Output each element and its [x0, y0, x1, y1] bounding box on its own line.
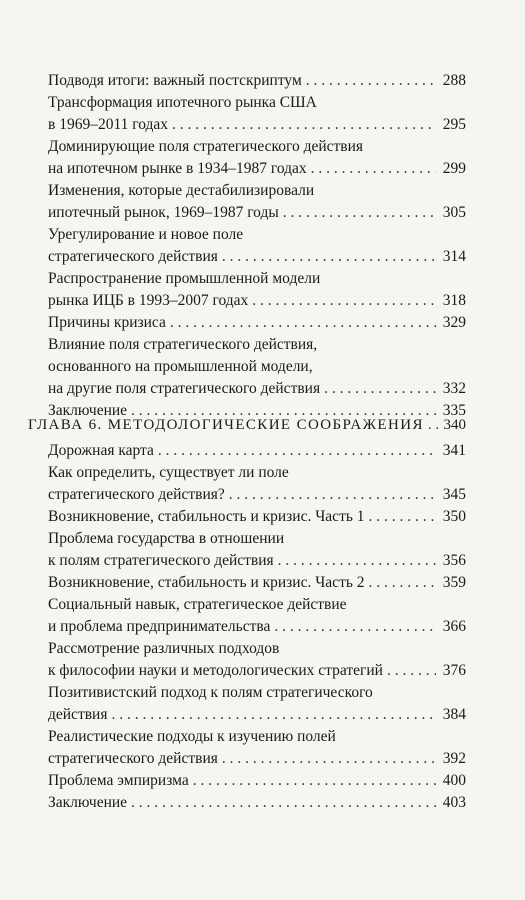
toc-entry-last-line	[48, 114, 466, 136]
leader-dots	[274, 616, 436, 638]
leader-dots	[170, 312, 436, 334]
toc-entry-text: Возникновение, стабильность и кризис. Часть 2	[48, 574, 365, 591]
toc-entry-last-line	[48, 660, 466, 682]
toc-entry	[48, 682, 466, 726]
leader-dots	[111, 704, 436, 726]
toc-entry-last-line	[48, 550, 466, 572]
toc-entry-text: Заключение	[48, 402, 128, 419]
leader-dots	[222, 748, 436, 770]
toc-entry	[48, 440, 466, 462]
toc-entry-line: основанного на промышленной модели,	[48, 358, 313, 375]
toc-page-number: 366	[442, 618, 466, 635]
leader-dots	[193, 770, 436, 792]
toc-page-number: 299	[442, 160, 466, 177]
toc-entry	[48, 334, 466, 400]
toc-entry	[48, 792, 466, 814]
toc-entry-last-line	[48, 70, 466, 92]
leader-dots	[324, 378, 436, 400]
toc-entry-last-line	[48, 770, 466, 792]
leader-dots	[283, 202, 436, 224]
toc-entry-line: Реалистические подходы к изучению полей	[48, 728, 336, 745]
toc-page-number: 305	[442, 204, 466, 221]
toc-entry-line: Доминирующие поля стратегического действия	[48, 138, 364, 155]
toc-entry-text: к полям стратегического действия	[48, 552, 274, 569]
toc-entry-last-line	[48, 440, 466, 462]
toc-entry-last-line	[48, 572, 466, 594]
toc-entry	[48, 312, 466, 334]
toc-entry-last-line	[48, 792, 466, 814]
toc-entry-text: Проблема эмпиризма	[48, 772, 189, 789]
toc-entry-text: Возникновение, стабильность и кризис. Часть 1	[48, 508, 365, 525]
toc-entry	[48, 506, 466, 528]
leader-dots	[252, 290, 436, 312]
toc-entry	[48, 638, 466, 682]
toc-entry	[48, 528, 466, 572]
toc-entry-line: Трансформация ипотечного рынка США	[48, 94, 317, 111]
chapter-title: ГЛАВА 6. МЕТОДОЛОГИЧЕСКИЕ СООБРАЖЕНИЯ	[28, 417, 424, 433]
leader-dots	[278, 550, 436, 572]
toc-entry-last-line	[48, 484, 466, 506]
leader-dots	[369, 506, 436, 528]
toc-entry-text: на другие поля стратегического действия	[48, 380, 321, 397]
toc-page-number: 392	[442, 750, 466, 767]
leader-dots	[229, 484, 436, 506]
chapter-heading	[28, 414, 466, 436]
toc-entry	[48, 70, 466, 92]
toc-entry-text: к философии науки и методологических стратегий	[48, 662, 383, 679]
toc-page-number: 332	[442, 380, 466, 397]
toc-page-number: 341	[442, 442, 466, 459]
toc-entry-text: и проблема предпринимательства	[48, 618, 271, 635]
toc-entry-last-line	[48, 202, 466, 224]
toc-entry-last-line	[48, 158, 466, 180]
toc-entry-line: Проблема государства в отношении	[48, 530, 285, 547]
toc-page-number: 359	[442, 574, 466, 591]
chapter-page-number: 340	[443, 417, 466, 433]
leader-dots	[311, 158, 436, 180]
toc-page-number: 356	[442, 552, 466, 569]
toc-entry-text: рынка ИЦБ в 1993–2007 годах	[48, 292, 249, 309]
toc-entry	[48, 770, 466, 792]
toc-entry	[48, 224, 466, 268]
leader-dots	[158, 440, 436, 462]
leader-dots	[387, 660, 436, 682]
toc-page-number: 329	[442, 314, 466, 331]
toc-page-number: 318	[442, 292, 466, 309]
toc-page-number: 400	[442, 772, 466, 789]
toc-entry-line: Распространение промышленной модели	[48, 270, 321, 287]
toc-entry	[48, 462, 466, 506]
toc-entry-text: ипотечный рынок, 1969–1987 годы	[48, 204, 279, 221]
toc-entry	[48, 180, 466, 224]
toc-entry-text: стратегического действия	[48, 750, 218, 767]
toc-section-1	[48, 70, 466, 422]
toc-entry-text: Дорожная карта	[48, 442, 154, 459]
toc-entry-last-line	[48, 312, 466, 334]
toc-entry-last-line	[48, 704, 466, 726]
toc-entry-line: Изменения, которые дестабилизировали	[48, 182, 315, 199]
toc-entry-line: Рассмотрение различных подходов	[48, 640, 280, 657]
toc-page-number: 288	[442, 72, 466, 89]
toc-page-number: 384	[442, 706, 466, 723]
toc-entry-line: Влияние поля стратегического действия,	[48, 336, 318, 353]
toc-page-number: 335	[442, 402, 466, 419]
toc-entry-text: Заключение	[48, 794, 128, 811]
toc-entry	[48, 572, 466, 594]
toc-entry	[48, 136, 466, 180]
toc-entry-last-line	[48, 616, 466, 638]
toc-entry-last-line	[48, 378, 466, 400]
toc-entry-last-line	[48, 246, 466, 268]
toc-entry-line: Урегулирование и новое поле	[48, 226, 244, 243]
toc-page-number: 345	[442, 486, 466, 503]
toc-entry-last-line	[48, 748, 466, 770]
leader-dots	[428, 414, 440, 436]
toc-entry	[48, 268, 466, 312]
leader-dots	[369, 572, 436, 594]
toc-entry	[48, 594, 466, 638]
toc-entry-text: в 1969–2011 годах	[48, 116, 169, 133]
toc-entry-line: Позитивистский подход к полям стратегического	[48, 684, 373, 701]
toc-page-number: 403	[442, 794, 466, 811]
toc-page-number: 295	[442, 116, 466, 133]
toc-page-number: 376	[442, 662, 466, 679]
toc-entry	[48, 726, 466, 770]
toc-entry-text: стратегического действия?	[48, 486, 225, 503]
toc-entry-last-line	[48, 506, 466, 528]
toc-entry-text: на ипотечном рынке в 1934–1987 годах	[48, 160, 307, 177]
toc-page-number: 350	[442, 508, 466, 525]
leader-dots	[306, 70, 436, 92]
leader-dots	[222, 246, 436, 268]
toc-page-number: 314	[442, 248, 466, 265]
leader-dots	[172, 114, 436, 136]
toc-entry-last-line	[48, 290, 466, 312]
toc-section-2	[48, 440, 466, 814]
toc-entry-text: стратегического действия	[48, 248, 218, 265]
toc-entry-line: Как определить, существует ли поле	[48, 464, 289, 481]
toc-entry-line: Социальный навык, стратегическое действие	[48, 596, 347, 613]
leader-dots	[131, 792, 436, 814]
toc-entry	[48, 92, 466, 136]
toc-entry-text: Причины кризиса	[48, 314, 166, 331]
toc-entry-text: Подводя итоги: важный постскриптум	[48, 72, 302, 89]
toc-entry-text: действия	[48, 706, 108, 723]
